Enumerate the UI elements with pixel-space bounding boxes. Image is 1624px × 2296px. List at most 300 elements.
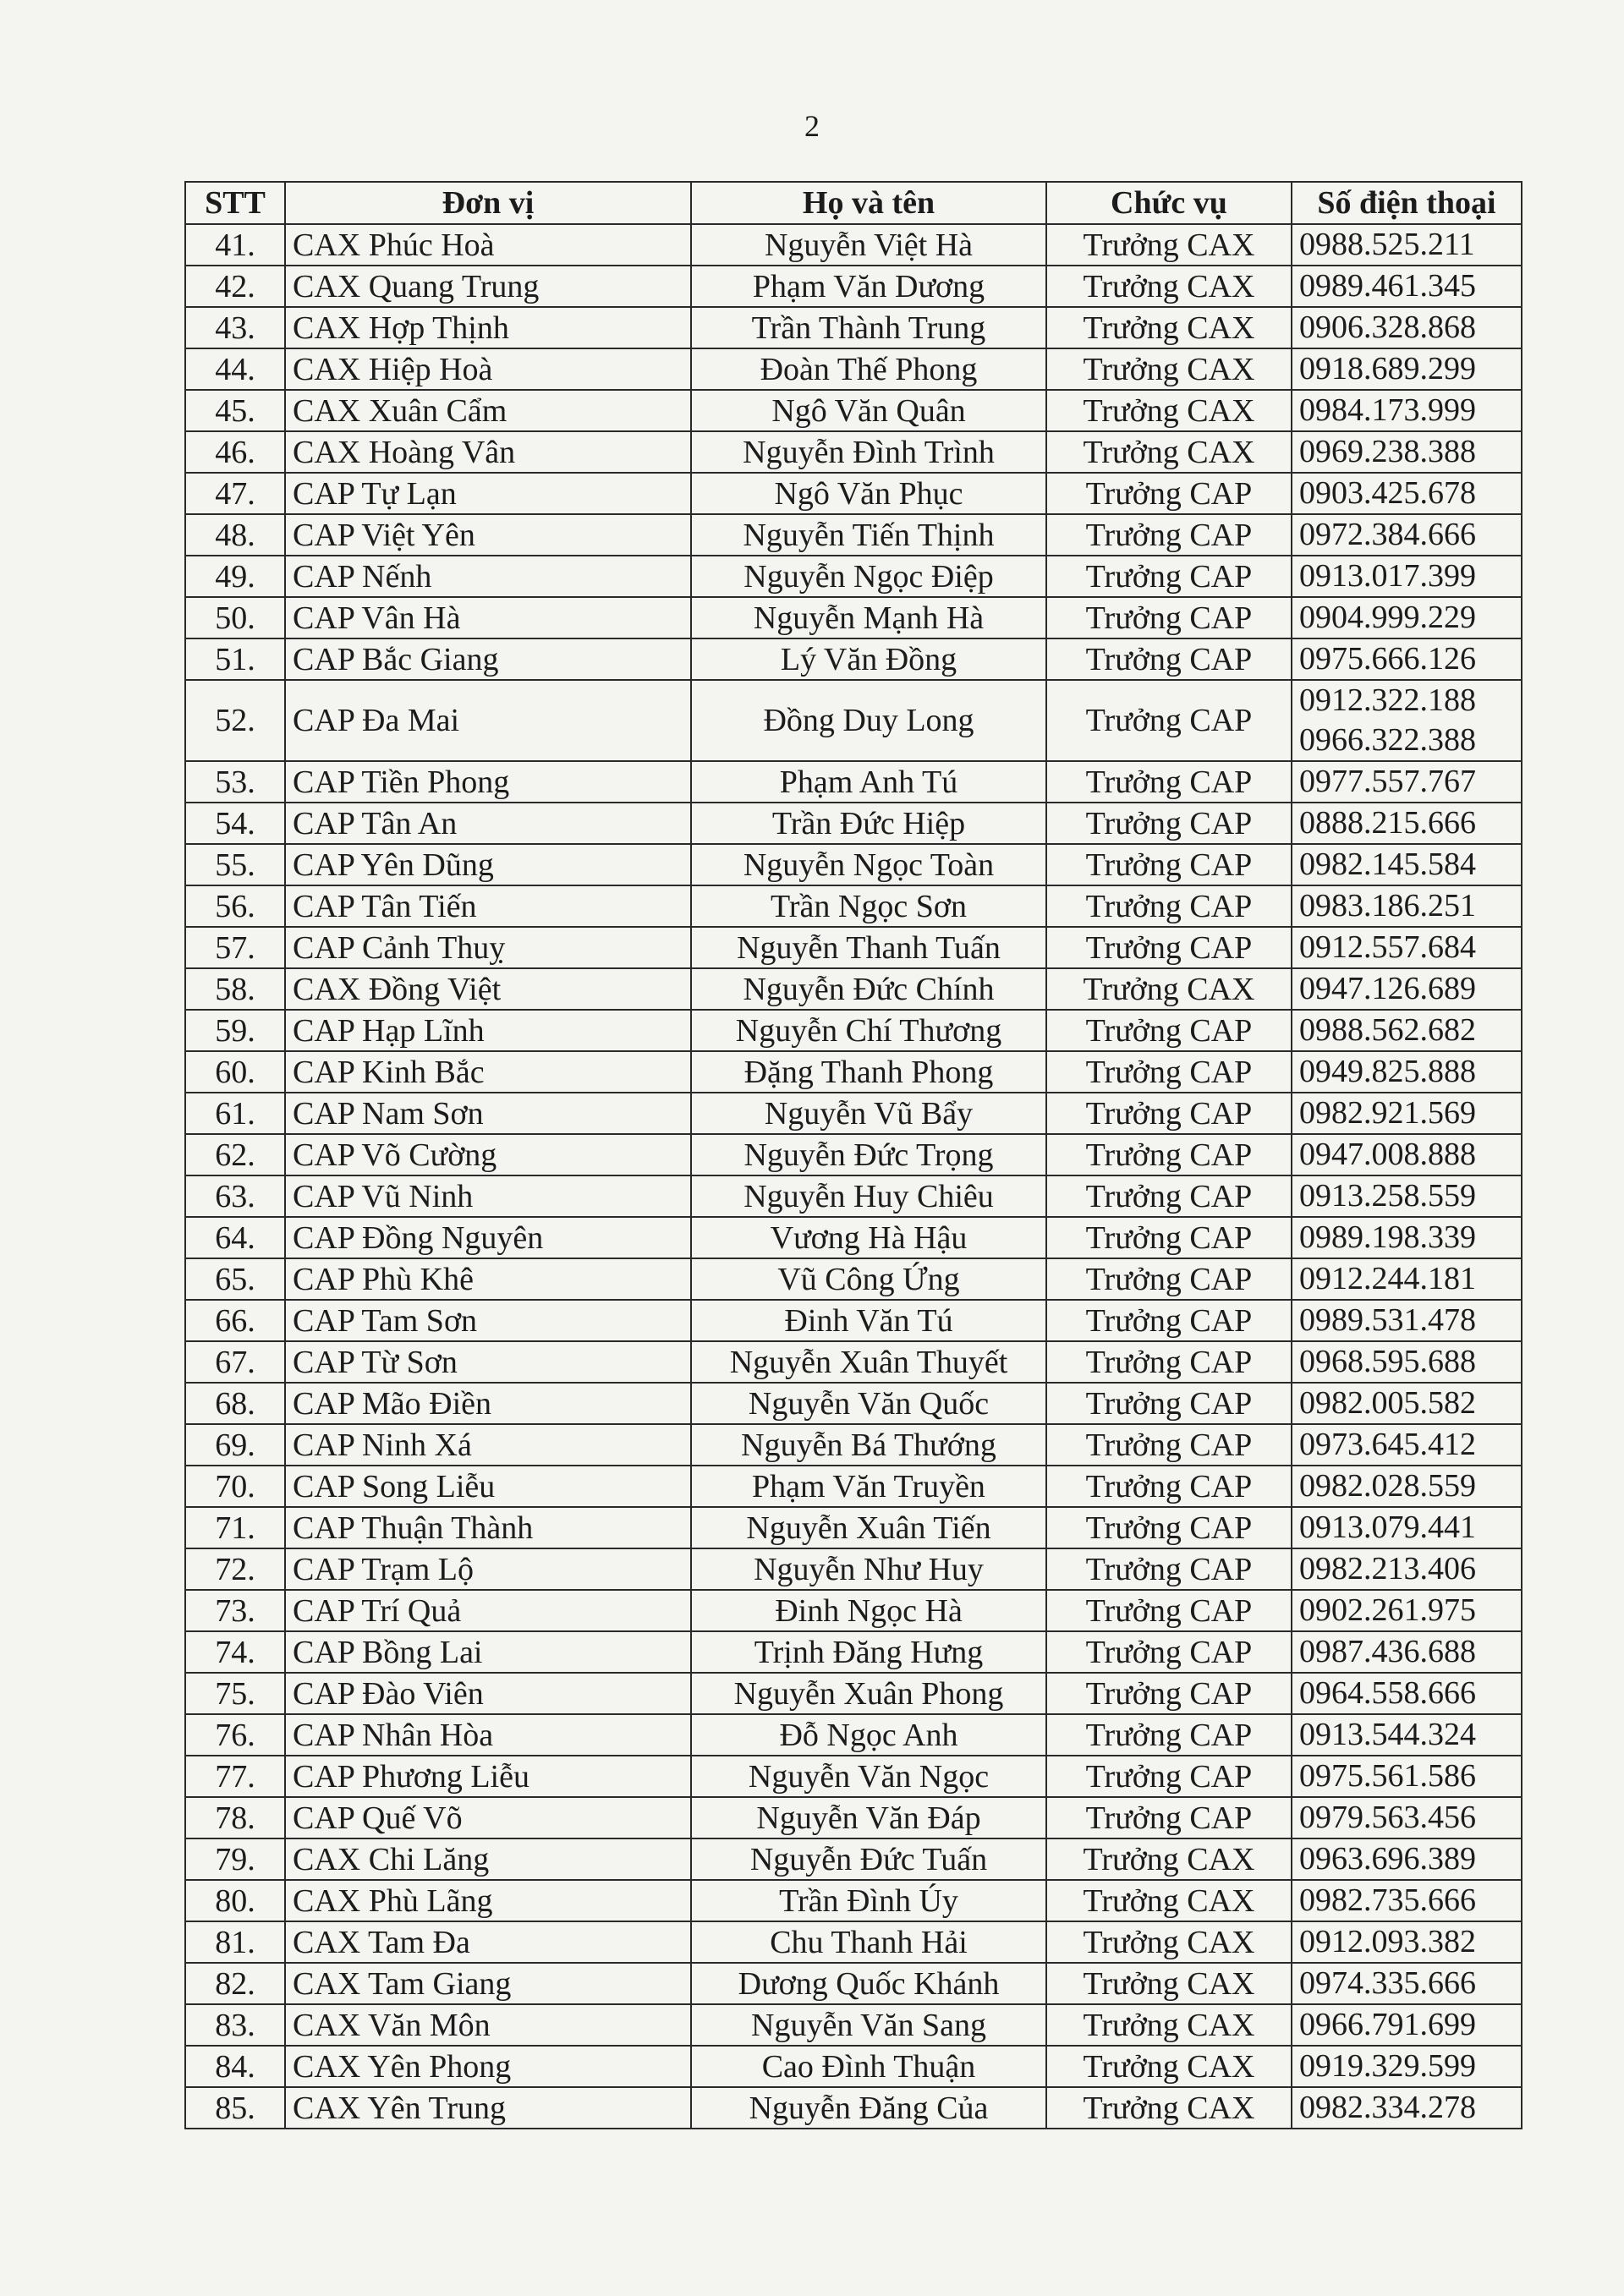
row-name: Nguyễn Đức Trọng (691, 1134, 1046, 1175)
row-unit: CAP Đào Viên (285, 1673, 691, 1714)
table-row (185, 348, 1522, 390)
table-row (185, 1051, 1522, 1093)
row-stt: 50. (185, 597, 285, 638)
row-phone (1292, 927, 1522, 968)
row-phone (1292, 803, 1522, 844)
row-name: Dương Quốc Khánh (691, 1963, 1046, 2004)
row-stt: 46. (185, 431, 285, 473)
table-row (185, 1507, 1522, 1548)
row-unit: CAP Trí Quả (285, 1590, 691, 1631)
header-row (185, 182, 1522, 224)
row-unit: CAX Quang Trung (285, 266, 691, 307)
phone-number: 0963.696.389 (1299, 1841, 1476, 1877)
phone-number: 0982.028.559 (1299, 1468, 1476, 1504)
row-name: Nguyễn Như Huy (691, 1548, 1046, 1590)
row-phone (1292, 1590, 1522, 1631)
row-phone (1292, 1466, 1522, 1507)
row-unit: CAP Tiền Phong (285, 761, 691, 803)
row-position: Trưởng CAX (1046, 390, 1292, 431)
table-row (185, 638, 1522, 680)
phone-number: 0902.261.975 (1299, 1592, 1476, 1628)
row-name: Nguyễn Đức Tuấn (691, 1838, 1046, 1880)
phone-number: 0973.645.412 (1299, 1427, 1476, 1462)
phone-number: 0989.198.339 (1299, 1219, 1476, 1255)
row-unit: CAX Đồng Việt (285, 968, 691, 1010)
row-unit: CAX Văn Môn (285, 2004, 691, 2046)
row-name: Lý Văn Đồng (691, 638, 1046, 680)
contact-table (184, 181, 1522, 2129)
row-name: Trần Ngọc Sơn (691, 885, 1046, 927)
row-stt: 62. (185, 1134, 285, 1175)
phone-number: 0966.322.388 (1299, 722, 1476, 758)
row-unit: CAP Bồng Lai (285, 1631, 691, 1673)
row-position: Trưởng CAP (1046, 1631, 1292, 1673)
table-row (185, 680, 1522, 761)
phone-number: 0977.557.767 (1299, 764, 1476, 799)
phone-number: 0912.322.188 (1299, 682, 1476, 718)
row-name: Vương Hà Hậu (691, 1217, 1046, 1258)
row-phone (1292, 968, 1522, 1010)
row-unit: CAP Võ Cường (285, 1134, 691, 1175)
row-unit: CAP Trạm Lộ (285, 1548, 691, 1590)
table-row (185, 1424, 1522, 1466)
row-phone (1292, 224, 1522, 266)
row-unit: CAX Hợp Thịnh (285, 307, 691, 348)
row-name: Phạm Văn Dương (691, 266, 1046, 307)
table-row (185, 1175, 1522, 1217)
table-row (185, 266, 1522, 307)
table-row (185, 1797, 1522, 1838)
row-phone (1292, 1548, 1522, 1590)
row-stt: 51. (185, 638, 285, 680)
row-phone (1292, 390, 1522, 431)
row-stt: 58. (185, 968, 285, 1010)
row-position: Trưởng CAP (1046, 638, 1292, 680)
row-unit: CAP Nam Sơn (285, 1093, 691, 1134)
phone-number: 0972.384.666 (1299, 517, 1476, 552)
row-position: Trưởng CAX (1046, 1963, 1292, 2004)
row-stt: 64. (185, 1217, 285, 1258)
row-name: Nguyễn Ngọc Điệp (691, 556, 1046, 597)
phone-number: 0947.126.689 (1299, 971, 1476, 1006)
row-stt: 81. (185, 1921, 285, 1963)
row-phone (1292, 1921, 1522, 1963)
row-phone (1292, 1175, 1522, 1217)
row-unit: CAP Việt Yên (285, 514, 691, 556)
table-row (185, 2046, 1522, 2087)
table-row (185, 1673, 1522, 1714)
row-stt: 60. (185, 1051, 285, 1093)
row-name: Trịnh Đăng Hưng (691, 1631, 1046, 1673)
row-unit: CAX Tam Giang (285, 1963, 691, 2004)
row-stt: 49. (185, 556, 285, 597)
row-unit: CAX Xuân Cẩm (285, 390, 691, 431)
row-position: Trưởng CAP (1046, 1217, 1292, 1258)
row-phone (1292, 1217, 1522, 1258)
row-unit: CAP Mão Điền (285, 1383, 691, 1424)
row-stt: 69. (185, 1424, 285, 1466)
row-unit: CAP Phù Khê (285, 1258, 691, 1300)
table-row (185, 1134, 1522, 1175)
phone-number: 0912.244.181 (1299, 1261, 1476, 1296)
row-phone (1292, 1341, 1522, 1383)
row-name: Nguyễn Chí Thương (691, 1010, 1046, 1051)
row-stt: 73. (185, 1590, 285, 1631)
row-name: Nguyễn Văn Ngọc (691, 1756, 1046, 1797)
table-row (185, 1714, 1522, 1756)
row-position: Trưởng CAX (1046, 348, 1292, 390)
row-unit: CAP Vũ Ninh (285, 1175, 691, 1217)
row-position: Trưởng CAP (1046, 1590, 1292, 1631)
row-phone (1292, 1258, 1522, 1300)
row-name: Đồng Duy Long (691, 680, 1046, 761)
row-unit: CAX Tam Đa (285, 1921, 691, 1963)
row-stt: 72. (185, 1548, 285, 1590)
phone-number: 0989.531.478 (1299, 1302, 1476, 1338)
row-unit: CAP Cảnh Thuỵ (285, 927, 691, 968)
row-stt: 75. (185, 1673, 285, 1714)
row-unit: CAP Song Liễu (285, 1466, 691, 1507)
phone-number: 0918.689.299 (1299, 351, 1476, 386)
row-unit: CAP Phương Liễu (285, 1756, 691, 1797)
phone-number: 0949.825.888 (1299, 1054, 1476, 1089)
row-stt: 78. (185, 1797, 285, 1838)
row-name: Nguyễn Đức Chính (691, 968, 1046, 1010)
row-name: Chu Thanh Hải (691, 1921, 1046, 1963)
phone-number: 0912.557.684 (1299, 929, 1476, 965)
table-row (185, 761, 1522, 803)
row-phone (1292, 597, 1522, 638)
row-name: Vũ Công Ứng (691, 1258, 1046, 1300)
row-position: Trưởng CAP (1046, 1466, 1292, 1507)
phone-number: 0982.213.406 (1299, 1551, 1476, 1586)
row-unit: CAP Tân An (285, 803, 691, 844)
row-position: Trưởng CAP (1046, 473, 1292, 514)
phone-number: 0984.173.999 (1299, 392, 1476, 428)
row-unit: CAX Chi Lăng (285, 1838, 691, 1880)
row-unit: CAP Quế Võ (285, 1797, 691, 1838)
phone-number: 0982.735.666 (1299, 1882, 1476, 1918)
row-position: Trưởng CAP (1046, 1756, 1292, 1797)
row-name: Trần Thành Trung (691, 307, 1046, 348)
row-position: Trưởng CAP (1046, 1300, 1292, 1341)
row-phone (1292, 556, 1522, 597)
page-number: 2 (804, 109, 820, 143)
row-position: Trưởng CAP (1046, 1010, 1292, 1051)
row-name: Nguyễn Xuân Phong (691, 1673, 1046, 1714)
row-position: Trưởng CAX (1046, 1880, 1292, 1921)
row-phone (1292, 680, 1522, 761)
row-name: Nguyễn Bá Thướng (691, 1424, 1046, 1466)
row-unit: CAX Yên Phong (285, 2046, 691, 2087)
row-name: Nguyễn Văn Đáp (691, 1797, 1046, 1838)
row-name: Đoàn Thế Phong (691, 348, 1046, 390)
row-name: Ngô Văn Phục (691, 473, 1046, 514)
row-name: Đinh Ngọc Hà (691, 1590, 1046, 1631)
row-unit: CAX Phúc Hoà (285, 224, 691, 266)
table-row (185, 968, 1522, 1010)
row-stt: 74. (185, 1631, 285, 1673)
row-phone (1292, 473, 1522, 514)
phone-number: 0903.425.678 (1299, 475, 1476, 511)
row-phone (1292, 1093, 1522, 1134)
row-unit: CAP Bắc Giang (285, 638, 691, 680)
row-unit: CAX Hiệp Hoà (285, 348, 691, 390)
row-position: Trưởng CAP (1046, 556, 1292, 597)
row-unit: CAP Tân Tiến (285, 885, 691, 927)
row-unit: CAX Yên Trung (285, 2087, 691, 2129)
table-row (185, 597, 1522, 638)
phone-number: 0966.791.699 (1299, 2007, 1476, 2042)
row-stt: 63. (185, 1175, 285, 1217)
header-position: Chức vụ (1046, 182, 1292, 224)
row-unit: CAP Từ Sơn (285, 1341, 691, 1383)
row-position: Trưởng CAP (1046, 514, 1292, 556)
row-stt: 68. (185, 1383, 285, 1424)
row-stt: 41. (185, 224, 285, 266)
row-position: Trưởng CAP (1046, 803, 1292, 844)
table-row (185, 1093, 1522, 1134)
row-name: Nguyễn Văn Sang (691, 2004, 1046, 2046)
row-stt: 65. (185, 1258, 285, 1300)
row-phone (1292, 266, 1522, 307)
phone-number: 0964.558.666 (1299, 1675, 1476, 1711)
row-position: Trưởng CAX (1046, 2087, 1292, 2129)
row-stt: 82. (185, 1963, 285, 2004)
row-phone (1292, 2004, 1522, 2046)
row-stt: 42. (185, 266, 285, 307)
phone-number: 0987.436.688 (1299, 1634, 1476, 1669)
phone-number: 0975.666.126 (1299, 641, 1476, 677)
row-position: Trưởng CAP (1046, 1548, 1292, 1590)
row-position: Trưởng CAX (1046, 266, 1292, 307)
row-stt: 44. (185, 348, 285, 390)
row-name: Đinh Văn Tú (691, 1300, 1046, 1341)
row-position: Trưởng CAP (1046, 1673, 1292, 1714)
phone-number: 0982.005.582 (1299, 1385, 1476, 1421)
row-phone (1292, 1673, 1522, 1714)
phone-number: 0904.999.229 (1299, 600, 1476, 635)
row-stt: 66. (185, 1300, 285, 1341)
phone-number: 0974.335.666 (1299, 1965, 1476, 2001)
row-position: Trưởng CAX (1046, 307, 1292, 348)
row-phone (1292, 885, 1522, 927)
row-phone (1292, 1963, 1522, 2004)
row-name: Nguyễn Mạnh Hà (691, 597, 1046, 638)
header-unit: Đơn vị (285, 182, 691, 224)
row-stt: 56. (185, 885, 285, 927)
row-stt: 48. (185, 514, 285, 556)
table-row (185, 885, 1522, 927)
row-position: Trưởng CAP (1046, 1424, 1292, 1466)
row-name: Nguyễn Huy Chiêu (691, 1175, 1046, 1217)
phone-number: 0982.334.278 (1299, 2090, 1476, 2125)
phone-number: 0988.525.211 (1299, 227, 1475, 262)
row-unit: CAP Đa Mai (285, 680, 691, 761)
row-unit: CAP Tam Sơn (285, 1300, 691, 1341)
row-phone (1292, 1507, 1522, 1548)
row-unit: CAP Tự Lạn (285, 473, 691, 514)
row-stt: 77. (185, 1756, 285, 1797)
header-name: Họ và tên (691, 182, 1046, 224)
row-stt: 79. (185, 1838, 285, 1880)
row-phone (1292, 1424, 1522, 1466)
row-name: Nguyễn Việt Hà (691, 224, 1046, 266)
row-stt: 47. (185, 473, 285, 514)
phone-number: 0947.008.888 (1299, 1137, 1476, 1172)
row-name: Phạm Anh Tú (691, 761, 1046, 803)
row-phone (1292, 844, 1522, 885)
row-name: Đỗ Ngọc Anh (691, 1714, 1046, 1756)
row-stt: 80. (185, 1880, 285, 1921)
row-unit: CAP Kinh Bắc (285, 1051, 691, 1093)
phone-number: 0988.562.682 (1299, 1012, 1476, 1048)
row-position: Trưởng CAP (1046, 1175, 1292, 1217)
row-unit: CAP Vân Hà (285, 597, 691, 638)
table-row (185, 1300, 1522, 1341)
row-position: Trưởng CAP (1046, 1797, 1292, 1838)
row-phone (1292, 1010, 1522, 1051)
phone-number: 0982.145.584 (1299, 847, 1476, 882)
table-row (185, 844, 1522, 885)
row-position: Trưởng CAX (1046, 1921, 1292, 1963)
phone-number: 0975.561.586 (1299, 1758, 1476, 1794)
row-phone (1292, 1051, 1522, 1093)
header-stt: STT (185, 182, 285, 224)
row-stt: 52. (185, 680, 285, 761)
row-unit: CAP Nhân Hòa (285, 1714, 691, 1756)
row-position: Trưởng CAX (1046, 224, 1292, 266)
row-unit: CAX Phù Lãng (285, 1880, 691, 1921)
row-position: Trưởng CAP (1046, 761, 1292, 803)
row-phone (1292, 761, 1522, 803)
row-name: Nguyễn Đăng Của (691, 2087, 1046, 2129)
row-position: Trưởng CAP (1046, 1714, 1292, 1756)
header-phone: Số điện thoại (1292, 182, 1522, 224)
row-position: Trưởng CAX (1046, 431, 1292, 473)
row-name: Trần Đức Hiệp (691, 803, 1046, 844)
phone-number: 0983.186.251 (1299, 888, 1476, 923)
row-stt: 53. (185, 761, 285, 803)
row-name: Nguyễn Xuân Thuyết (691, 1341, 1046, 1383)
table-row (185, 1963, 1522, 2004)
row-position: Trưởng CAP (1046, 844, 1292, 885)
row-phone (1292, 1134, 1522, 1175)
table-row (185, 1010, 1522, 1051)
row-name: Nguyễn Văn Quốc (691, 1383, 1046, 1424)
phone-number: 0888.215.666 (1299, 805, 1476, 841)
row-phone (1292, 514, 1522, 556)
row-phone (1292, 1631, 1522, 1673)
row-stt: 54. (185, 803, 285, 844)
row-position: Trưởng CAP (1046, 1341, 1292, 1383)
row-name: Nguyễn Thanh Tuấn (691, 927, 1046, 968)
row-unit: CAP Đồng Nguyên (285, 1217, 691, 1258)
row-phone (1292, 1756, 1522, 1797)
table-row (185, 1756, 1522, 1797)
row-position: Trưởng CAP (1046, 1051, 1292, 1093)
table-row (185, 307, 1522, 348)
row-phone (1292, 307, 1522, 348)
row-stt: 67. (185, 1341, 285, 1383)
table-row (185, 803, 1522, 844)
table-row (185, 1217, 1522, 1258)
table-row (185, 1258, 1522, 1300)
table-row (185, 1631, 1522, 1673)
row-name: Trần Đình Úy (691, 1880, 1046, 1921)
row-stt: 45. (185, 390, 285, 431)
table-row (185, 2087, 1522, 2129)
row-stt: 61. (185, 1093, 285, 1134)
row-position: Trưởng CAP (1046, 1258, 1292, 1300)
row-stt: 83. (185, 2004, 285, 2046)
row-name: Nguyễn Xuân Tiến (691, 1507, 1046, 1548)
table-row (185, 1341, 1522, 1383)
phone-number: 0969.238.388 (1299, 434, 1476, 469)
row-unit: CAP Yên Dũng (285, 844, 691, 885)
row-position: Trưởng CAP (1046, 1507, 1292, 1548)
row-phone (1292, 348, 1522, 390)
phone-number: 0913.258.559 (1299, 1178, 1476, 1214)
row-name: Nguyễn Đình Trình (691, 431, 1046, 473)
phone-number: 0912.093.382 (1299, 1924, 1476, 1959)
row-phone (1292, 1880, 1522, 1921)
row-phone (1292, 1714, 1522, 1756)
table-row (185, 431, 1522, 473)
row-position: Trưởng CAP (1046, 927, 1292, 968)
phone-number: 0913.017.399 (1299, 558, 1476, 594)
table-row (185, 927, 1522, 968)
row-stt: 43. (185, 307, 285, 348)
phone-number: 0919.329.599 (1299, 2048, 1476, 2084)
table-row (185, 1466, 1522, 1507)
table-row (185, 1838, 1522, 1880)
row-position: Trưởng CAX (1046, 2004, 1292, 2046)
table-row (185, 514, 1522, 556)
row-unit: CAP Thuận Thành (285, 1507, 691, 1548)
row-stt: 70. (185, 1466, 285, 1507)
row-phone (1292, 2046, 1522, 2087)
table-row (185, 473, 1522, 514)
table-row (185, 556, 1522, 597)
row-position: Trưởng CAP (1046, 680, 1292, 761)
row-position: Trưởng CAP (1046, 885, 1292, 927)
table-row (185, 2004, 1522, 2046)
row-phone (1292, 1383, 1522, 1424)
row-name: Phạm Văn Truyền (691, 1466, 1046, 1507)
row-unit: CAX Hoàng Vân (285, 431, 691, 473)
row-position: Trưởng CAP (1046, 1134, 1292, 1175)
row-stt: 76. (185, 1714, 285, 1756)
phone-number: 0968.595.688 (1299, 1344, 1476, 1379)
table-row (185, 390, 1522, 431)
table-row (185, 224, 1522, 266)
phone-number: 0913.079.441 (1299, 1510, 1476, 1545)
row-name: Đặng Thanh Phong (691, 1051, 1046, 1093)
row-position: Trưởng CAP (1046, 1093, 1292, 1134)
row-position: Trưởng CAX (1046, 2046, 1292, 2087)
row-position: Trưởng CAP (1046, 597, 1292, 638)
row-name: Nguyễn Vũ Bẩy (691, 1093, 1046, 1134)
row-position: Trưởng CAP (1046, 1383, 1292, 1424)
phone-number: 0982.921.569 (1299, 1095, 1476, 1131)
row-unit: CAP Hạp Lĩnh (285, 1010, 691, 1051)
row-stt: 55. (185, 844, 285, 885)
row-stt: 84. (185, 2046, 285, 2087)
row-phone (1292, 431, 1522, 473)
table-row (185, 1921, 1522, 1963)
table-body (185, 224, 1522, 2129)
